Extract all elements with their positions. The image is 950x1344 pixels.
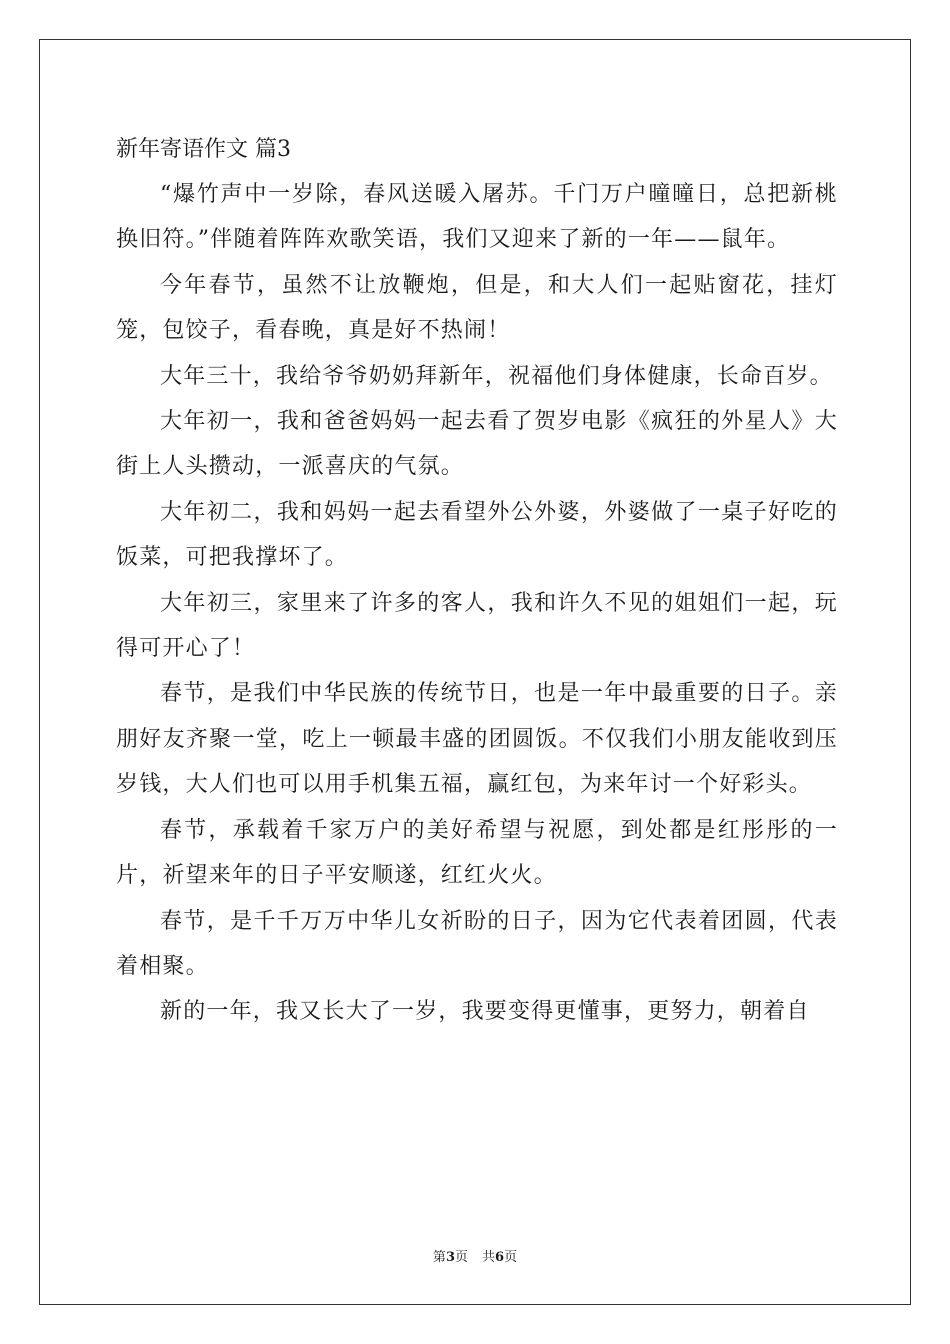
paragraph-5: 大年初二，我和妈妈一起去看望外公外婆，外婆做了一桌子好吃的饭菜，可把我撑坏了。 <box>116 499 838 571</box>
paragraph-9: 春节，是千千万万中华儿女祈盼的日子，因为它代表着团圆，代表着相聚。 <box>116 908 838 979</box>
page-footer <box>0 1246 950 1265</box>
paragraph-6: 大年初三，家里来了许多的客人，我和许久不见的姐姐们一起，玩得可开心了！ <box>116 590 838 662</box>
paragraph-3: 大年三十，我给爷爷奶奶拜新年，祝福他们身体健康，长命百岁。 <box>160 363 833 389</box>
paragraph-4: 大年初一，我和爸爸妈妈一起去看了贺岁电影《疯狂的外星人》大街上人头攒动，一派喜庆的气氛。 <box>116 409 838 480</box>
paragraph-8: 春节，承载着千家万户的美好希望与祝愿，到处都是红彤彤的一片，祈望来年的日子平安顺遂，红红火火。 <box>116 817 838 889</box>
footer-page-prefix: 第 <box>432 1250 446 1265</box>
footer-total-pages: 6 <box>495 1250 505 1265</box>
document-title: 新年寄语作文 篇3 <box>116 137 291 162</box>
document-body <box>116 128 838 1035</box>
paragraph-7: 春节，是我们中华民族的传统节日，也是一年中最重要的日子。亲朋好友齐聚一堂，吃上一顿最丰盛的团圆饭。不仅我们小朋友能收到压岁钱，大人们也可以用手机集五福，赢红包，为来年讨一个好彩头。 <box>116 681 838 798</box>
footer-total-unit: 页 <box>504 1250 518 1265</box>
paragraph-2: 今年春节，虽然不让放鞭炮，但是，和大人们一起贴窗花，挂灯笼，包饺子，看春晚，真是好不热闹！ <box>116 272 838 344</box>
paragraph-10: 新的一年，我又长大了一岁，我要变得更懂事，更努力，朝着自 <box>160 999 810 1025</box>
footer-current-page: 3 <box>445 1250 455 1265</box>
paragraph-1: “爆竹声中一岁除，春风送暖入屠苏。千门万户曈曈日，总把新桃换旧符。”伴随着阵阵欢歌笑语，我们又迎来了新的一年——鼠年。 <box>116 182 838 253</box>
footer-total-prefix: 共 <box>482 1250 496 1265</box>
footer-page-unit: 页 <box>454 1250 468 1265</box>
